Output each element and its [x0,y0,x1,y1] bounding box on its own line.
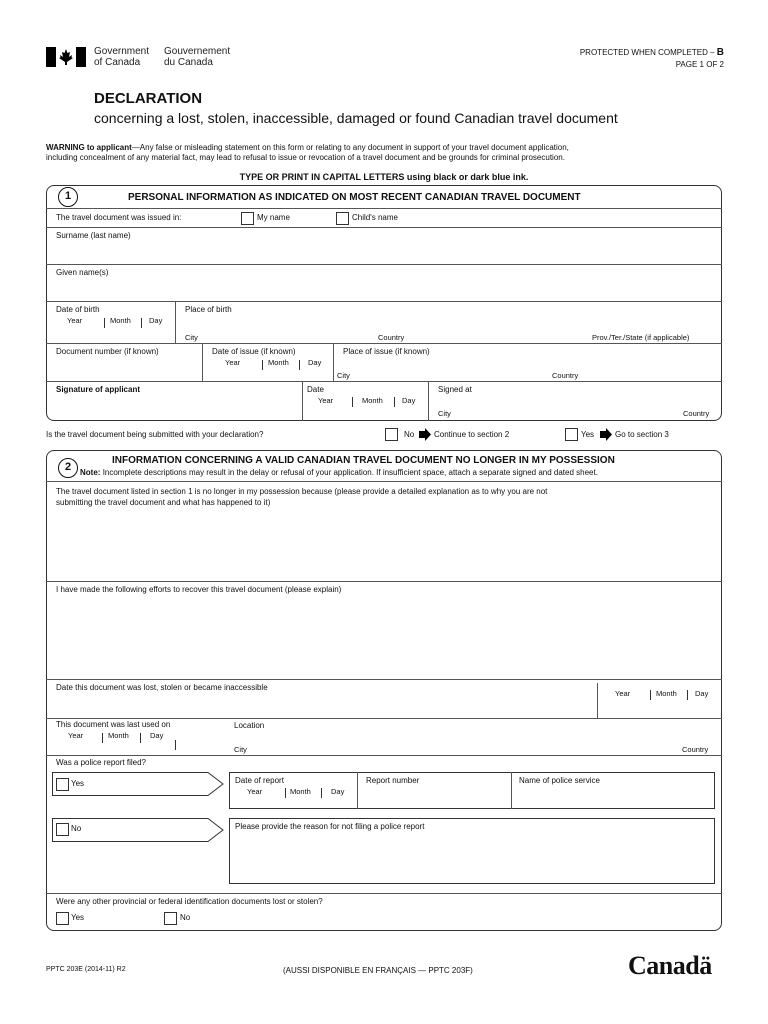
report-year-label: Year [247,787,263,796]
surname-label: Surname (last name) [56,231,131,240]
section-2-number: 2 [58,458,78,478]
date-of-issue-label: Date of issue (if known) [212,347,296,356]
canada-wordmark: Canadä [628,951,712,980]
date-of-report-label: Date of report [235,776,284,785]
protection-header: PROTECTED WHEN COMPLETED – B PAGE 1 OF 2 [579,47,724,69]
location-label: Location [234,721,265,730]
efforts-label: I have made the following efforts to recover this travel document (please explain) [56,585,342,594]
dob-month-label: Month [110,316,131,325]
sign-year-label: Year [318,396,334,405]
date-lost-label: Date this document was lost, stolen or became inaccessible [56,683,268,692]
police-service-label: Name of police service [519,776,600,785]
arrow-right-icon [600,428,612,444]
other-docs-no-label: No [180,913,191,922]
section-1-title: PERSONAL INFORMATION AS INDICATED ON MOST RECENT CANADIAN TRAVEL DOCUMENT [128,192,581,203]
form-id: PPTC 203E (2014-11) R2 [46,966,126,973]
page-number: PAGE 1 OF 2 [675,60,724,69]
dob-label: Date of birth [56,305,100,314]
lost-month-label: Month [656,689,677,698]
government-name-en: Government of Canada [94,46,150,68]
doc-number-label: Document number (if known) [56,347,159,356]
surname-field[interactable] [47,242,721,262]
issue-day-label: Day [308,358,322,367]
signed-country-label: Country [683,409,710,418]
place-of-birth-label: Place of birth [185,305,232,314]
birth-country-label: Country [378,333,405,342]
section-2-title: INFORMATION CONCERNING A VALID CANADIAN TRAVEL DOCUMENT NO LONGER IN MY POSSESSION [112,455,615,466]
lost-year-label: Year [615,689,631,698]
ink-instruction: TYPE OR PRINT IN CAPITAL LETTERS using black or dark blue ink. [239,172,529,182]
given-names-label: Given name(s) [56,268,109,277]
last-used-day-label: Day [150,731,164,740]
efforts-field[interactable] [47,597,721,677]
no-reason-label: Please provide the reason for not filing a police report [235,822,425,831]
given-names-field[interactable] [47,279,721,299]
section-2-note: Note: Incomplete descriptions may result in the delay or refusal of your application. If insufficient space, attach a separate signed and dated sheet. [80,468,598,477]
my-name-checkbox[interactable] [241,212,254,225]
report-day-label: Day [331,787,345,796]
submitted-yes-checkbox[interactable] [565,428,578,441]
police-yes-label: Yes [71,779,85,788]
submitted-yes-label: Yes [581,430,595,439]
government-flag-symbol [46,47,86,67]
signed-at-label: Signed at [438,385,472,394]
issue-city-label: City [337,371,350,380]
lost-day-label: Day [695,689,709,698]
place-of-issue-label: Place of issue (if known) [343,347,430,356]
explanation-label: The travel document listed in section 1 is no longer in my possession because (please provide a detailed explanation as to why you are not submitting the travel document and what has happened to it) [56,487,548,507]
signature-date-label: Date [307,385,324,394]
report-month-label: Month [290,787,311,796]
french-availability: (AUSSI DISPONIBLE EN FRANÇAIS — PPTC 203F) [283,966,473,975]
warning-text: WARNING to applicant—Any false or misleading statement on this form or relating to any document in support of your travel document application, including concealment of any material fact, may lead to refusal to issue or revocation of a travel document and be grounds for criminal prosecution. [46,143,569,162]
page-subtitle: concerning a lost, stolen, inaccessible, damaged or found Canadian travel document [94,110,618,126]
last-used-label: This document was last used on [56,720,171,729]
police-no-checkbox[interactable] [56,823,69,836]
other-docs-label: Were any other provincial or federal identification documents lost or stolen? [56,897,323,906]
my-name-label: My name [257,213,290,222]
location-city-label: City [234,745,247,754]
signature-field[interactable] [47,396,301,420]
issue-month-label: Month [268,358,289,367]
other-docs-no-checkbox[interactable] [164,912,177,925]
submitted-no-checkbox[interactable] [385,428,398,441]
childs-name-label: Child's name [352,213,398,222]
section-1-number: 1 [58,187,78,207]
signed-city-label: City [438,409,451,418]
issued-in-label: The travel document was issued in: [56,213,182,222]
report-number-label: Report number [366,776,420,785]
police-no-label: No [71,824,82,833]
dob-year-label: Year [67,316,83,325]
police-yes-checkbox[interactable] [56,778,69,791]
submitted-no-label: No [404,430,415,439]
other-docs-yes-label: Yes [71,913,85,922]
explanation-field[interactable] [47,511,721,580]
arrow-right-icon [419,428,431,444]
signature-label: Signature of applicant [56,385,141,394]
last-used-month-label: Month [108,731,129,740]
page-title: DECLARATION [94,90,203,107]
last-used-year-label: Year [68,731,84,740]
submitted-yes-action: Go to section 3 [615,430,669,439]
submitted-no-action: Continue to section 2 [434,430,510,439]
birth-city-label: City [185,333,198,342]
issue-year-label: Year [225,358,241,367]
submitted-question: Is the travel document being submitted with your declaration? [46,430,264,439]
other-docs-yes-checkbox[interactable] [56,912,69,925]
issue-country-label: Country [552,371,579,380]
childs-name-checkbox[interactable] [336,212,349,225]
police-filed-label: Was a police report filed? [56,758,146,767]
birth-prov-label: Prov./Ter./State (if applicable) [592,333,690,342]
sign-day-label: Day [402,396,416,405]
location-country-label: Country [682,745,709,754]
government-name-fr: Gouvernement du Canada [164,46,231,68]
sign-month-label: Month [362,396,383,405]
dob-day-label: Day [149,316,163,325]
